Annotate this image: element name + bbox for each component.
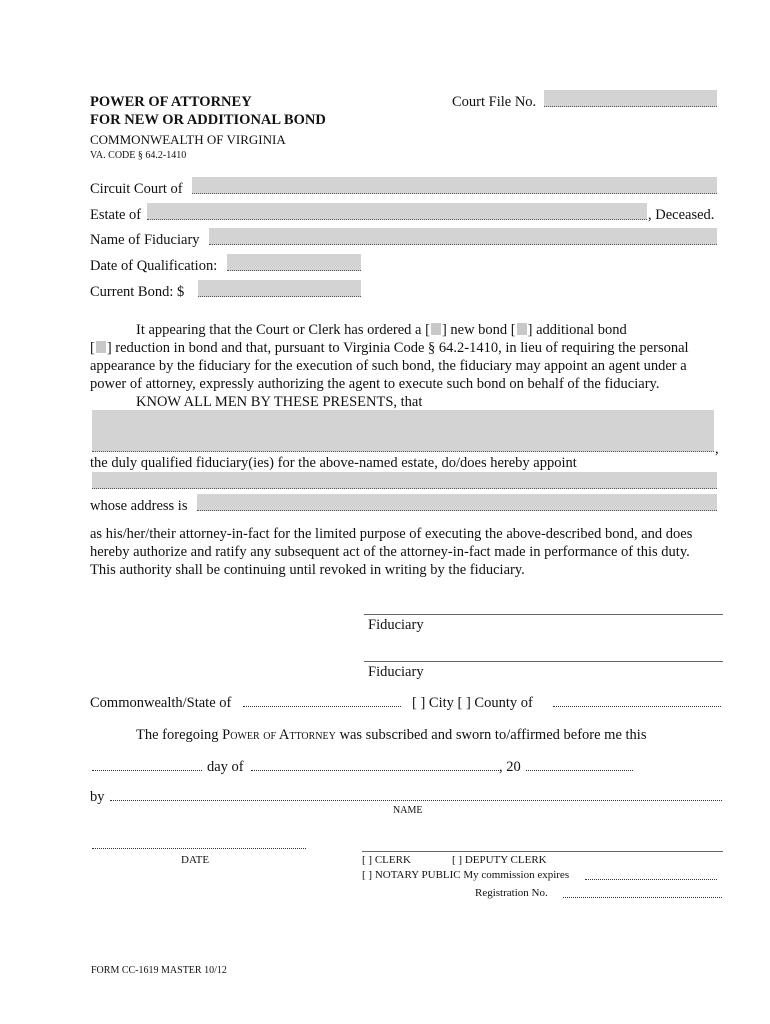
deputy-clerk-option[interactable]: [ ] DEPUTY CLERK	[452, 854, 547, 866]
name-caption: NAME	[393, 805, 423, 816]
attorney-name-input[interactable]	[92, 472, 717, 489]
court-file-input[interactable]	[544, 90, 717, 107]
city-county-input[interactable]	[553, 706, 721, 707]
date-caption: DATE	[181, 854, 210, 866]
body-line-4: power of attorney, expressly authorizing the agent to execute such bond on behalf of the fiduciary.	[90, 376, 660, 392]
body-line-1	[136, 322, 627, 339]
body-text: ] new bond [	[441, 322, 516, 338]
additional-bond-checkbox[interactable]	[517, 323, 527, 335]
comma: ,	[715, 441, 719, 457]
know-all-men: KNOW ALL MEN BY THESE PRESENTS, that	[136, 394, 423, 410]
foregoing-text: The foregoing	[136, 727, 223, 743]
address-input[interactable]	[197, 494, 717, 511]
city-county-label: [ ] City [ ] County of	[412, 695, 533, 711]
body-text: [	[90, 340, 95, 356]
fiduciary-label-2: Fiduciary	[368, 664, 424, 680]
new-bond-checkbox[interactable]	[431, 323, 441, 335]
appoint-line: the duly qualified fiduciary(ies) for the above-named estate, do/does hereby appoint	[90, 455, 577, 471]
body-text: ] additional bond	[527, 322, 627, 338]
deceased-label: , Deceased.	[648, 207, 715, 223]
commonwealth-state-label: Commonwealth/State of	[90, 695, 232, 711]
qualification-date-input[interactable]	[227, 254, 361, 271]
fiduciary-label-1: Fiduciary	[368, 617, 424, 633]
closing-line-2: hereby authorize and ratify any subsequent act of the attorney-in-fact made in performance of this duty.	[90, 544, 690, 560]
current-bond-label: Current Bond: $	[90, 284, 185, 300]
registration-label: Registration No.	[475, 887, 548, 899]
current-bond-input[interactable]	[198, 280, 361, 297]
year-label: , 20	[499, 759, 521, 775]
circuit-court-input[interactable]	[192, 177, 717, 194]
fiduciary-name-input[interactable]	[209, 228, 717, 245]
form-id: FORM CC-1619 MASTER 10/12	[91, 965, 227, 976]
commonwealth-state-input[interactable]	[243, 706, 401, 707]
body-text: ] reduction in bond and that, pursuant to Virginia Code § 64.2-1410, in lieu of requiring the personal	[106, 340, 689, 356]
foregoing-title: Power of Attorney	[222, 727, 336, 743]
court-file-label: Court File No.	[452, 94, 537, 110]
year-input[interactable]	[526, 770, 633, 771]
fiduciary-signature-line-2[interactable]	[364, 661, 723, 662]
fiduciaries-names-input[interactable]	[92, 410, 714, 452]
body-line-3: appearance by the fiduciary for the execution of such bond, the fiduciary may appoint an agent under a	[90, 358, 687, 374]
commission-expires-input[interactable]	[585, 879, 717, 880]
clerk-option[interactable]: [ ] CLERK	[362, 854, 411, 866]
day-of-label: day of	[207, 759, 244, 775]
address-label: whose address is	[90, 498, 188, 514]
month-input[interactable]	[251, 770, 499, 771]
clerk-signature-line[interactable]	[362, 851, 723, 852]
foregoing-text: was subscribed and sworn to/affirmed before me this	[335, 727, 647, 743]
estate-input[interactable]	[147, 203, 647, 220]
circuit-court-label: Circuit Court of	[90, 181, 183, 197]
by-name-input[interactable]	[110, 800, 722, 801]
by-label: by	[90, 789, 105, 805]
foregoing-line	[136, 727, 646, 744]
form-title-line1: POWER OF ATTORNEY	[90, 94, 252, 110]
reduction-bond-checkbox[interactable]	[96, 341, 106, 353]
body-text: It appearing that the Court or Clerk has ordered a [	[136, 322, 430, 338]
va-code-label: VA. CODE § 64.2-1410	[90, 150, 187, 161]
date-input[interactable]	[92, 848, 306, 849]
fiduciary-name-label: Name of Fiduciary	[90, 232, 200, 248]
closing-line-3: This authority shall be continuing until revoked in writing by the fiduciary.	[90, 562, 525, 578]
registration-input[interactable]	[563, 897, 722, 898]
body-line-2	[90, 340, 689, 357]
estate-label: Estate of	[90, 207, 142, 223]
form-title-line2: FOR NEW OR ADDITIONAL BOND	[90, 112, 326, 128]
fiduciary-signature-line-1[interactable]	[364, 614, 723, 615]
closing-line-1: as his/her/their attorney-in-fact for the limited purpose of executing the above-described bond, and does	[90, 526, 693, 542]
commonwealth-label: COMMONWEALTH OF VIRGINIA	[90, 132, 286, 147]
day-input[interactable]	[92, 770, 202, 771]
qualification-date-label: Date of Qualification:	[90, 258, 218, 274]
notary-public-option[interactable]: [ ] NOTARY PUBLIC My commission expires	[362, 869, 570, 881]
